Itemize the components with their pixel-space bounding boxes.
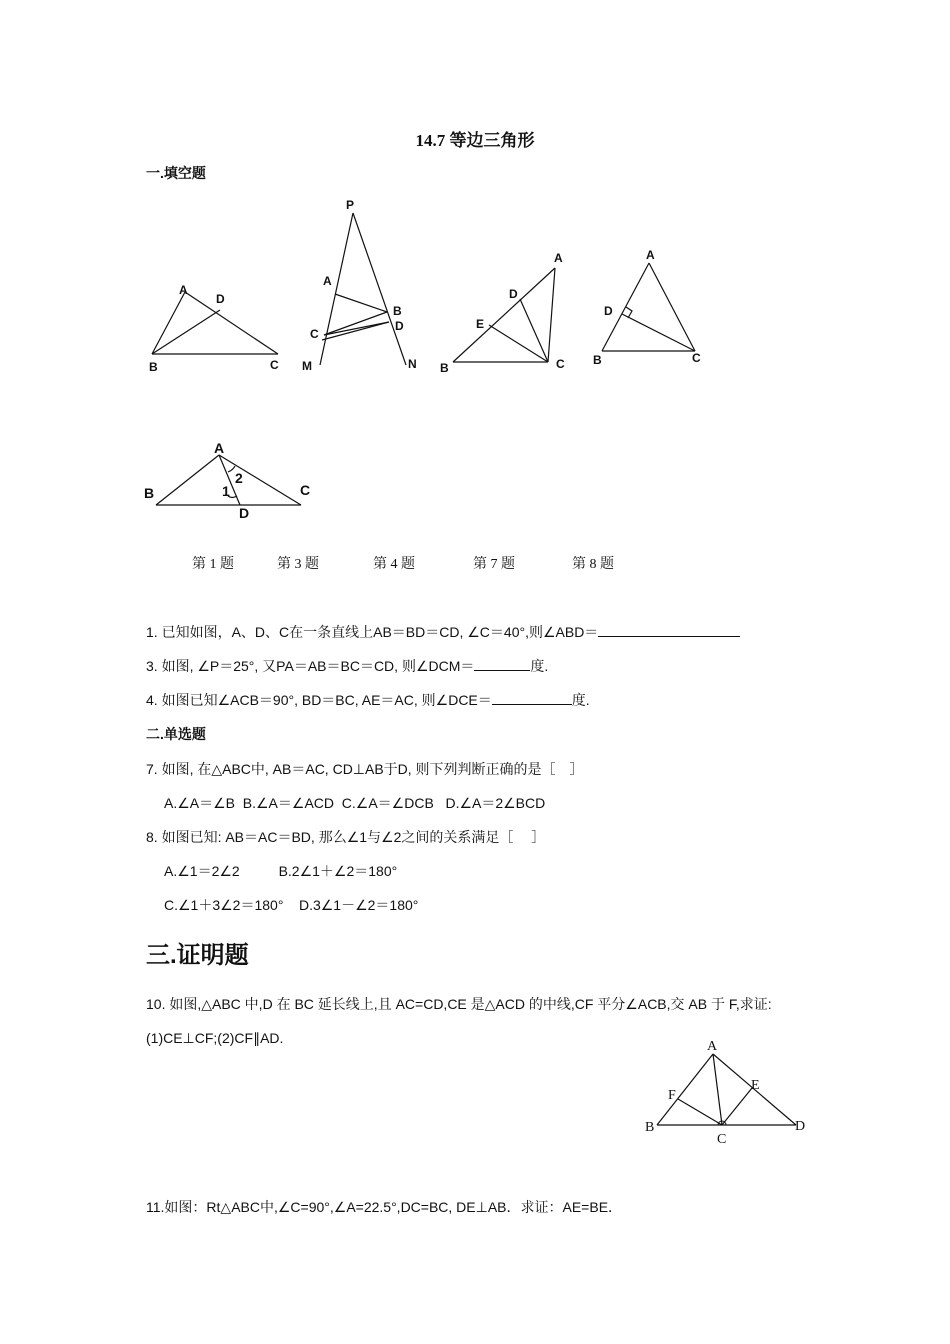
fig8-angle-1: 1: [222, 483, 230, 499]
section-heading-fill-in: 一.填空题: [146, 165, 206, 181]
fig8-label-a: A: [214, 440, 225, 456]
question-8-options-ab: A.∠1＝2∠2 B.2∠1＋∠2＝180°: [164, 863, 398, 879]
caption-q3: 第 3 题: [277, 557, 319, 572]
question-1: [146, 622, 740, 642]
caption-q1: 第 1 题: [192, 557, 234, 572]
fig3-label-m: M: [302, 359, 312, 373]
question-8: 8. 如图已知: AB＝AC＝BD, 那么∠1与∠2之间的关系满足［ ］: [146, 829, 546, 845]
question-8-options-cd: C.∠1＋3∠2＝180° D.3∠1－∠2＝180°: [164, 897, 419, 913]
figure-q10: [640, 1035, 815, 1150]
fig3-label-c: C: [310, 327, 319, 341]
fig4-label-c: C: [556, 357, 565, 371]
question-3-text: 3. 如图, ∠P＝25°, 又PA＝AB＝BC＝CD, 则∠DCM＝: [146, 658, 475, 674]
question-3-unit: 度.: [530, 658, 549, 674]
question-4-unit: 度.: [571, 692, 590, 708]
caption-q7: 第 7 题: [473, 557, 515, 572]
fig7-label-a: A: [646, 248, 655, 262]
fig3-label-n: N: [408, 357, 417, 371]
figure-q7: [588, 245, 713, 375]
fig4-label-a: A: [554, 251, 563, 265]
question-4: [146, 690, 590, 710]
fig10-label-c: C: [717, 1132, 727, 1147]
fig10-label-b: B: [645, 1120, 655, 1135]
fig1-label-c: C: [270, 358, 279, 372]
answer-blank-3: [474, 656, 530, 671]
figure-q1: [140, 280, 290, 380]
fig1-label-a: A: [179, 283, 188, 297]
fig10-label-d: D: [795, 1119, 806, 1134]
question-1-text: 1. 已知如图，A、D、C在一条直线上AB＝BD＝CD, ∠C＝40°,则∠ABD＝: [146, 624, 599, 640]
answer-blank-1: [598, 622, 740, 637]
figure-q4: [435, 245, 575, 380]
fig4-label-b: B: [440, 361, 449, 375]
fig3-label-d: D: [395, 319, 404, 333]
fig3-label-a: A: [323, 274, 332, 288]
fig7-label-c: C: [692, 351, 701, 365]
caption-q4: 第 4 题: [373, 557, 415, 572]
question-7: 7. 如图, 在△ABC中, AB＝AC, CD⊥AB于D, 则下列判断正确的是［ ］: [146, 761, 584, 777]
question-4-text: 4. 如图已知∠ACB＝90°, BD＝BC, AE＝AC, 则∠DCE＝: [146, 692, 492, 708]
fig8-label-c: C: [300, 482, 311, 498]
section-heading-proof: 三.证明题: [146, 942, 249, 969]
question-10-line-1: 10. 如图,△ABC 中,D 在 BC 延长线上,且 AC=CD,CE 是△ACD 的中线,CF 平分∠ACB,交 AB 于 F,求证:: [146, 996, 772, 1012]
question-7-options: A.∠A＝∠B B.∠A＝∠ACD C.∠A＝∠DCB D.∠A＝2∠BCD: [164, 795, 546, 811]
fig7-label-d: D: [604, 304, 613, 318]
question-3: [146, 656, 548, 676]
question-10-line-2: (1)CE⊥CF;(2)CF∥AD.: [146, 1030, 284, 1046]
fig1-label-d: D: [216, 292, 225, 306]
fig3-label-b: B: [393, 304, 402, 318]
fig8-angle-2: 2: [235, 470, 243, 486]
caption-q8: 第 8 题: [572, 557, 614, 572]
fig4-label-d: D: [509, 287, 518, 301]
fig7-label-b: B: [593, 353, 602, 367]
fig8-label-d: D: [239, 505, 250, 521]
fig3-label-p: P: [346, 198, 355, 212]
fig10-label-e: E: [751, 1078, 760, 1093]
page-title: 14.7 等边三角形: [415, 131, 535, 150]
fig4-label-e: E: [476, 317, 485, 331]
fig8-label-b: B: [144, 485, 155, 501]
figure-q8: [140, 438, 320, 523]
figure-q3: [298, 195, 428, 380]
section-heading-single-choice: 二.单选题: [146, 726, 206, 742]
answer-blank-4: [492, 690, 572, 705]
fig10-label-a: A: [707, 1039, 718, 1054]
fig10-label-f: F: [668, 1088, 676, 1103]
fig1-label-b: B: [149, 360, 158, 374]
question-11: 11.如图：Rt△ABC中,∠C=90°,∠A=22.5°,DC=BC, DE⊥AB．求证：AE=BE．: [146, 1199, 623, 1215]
